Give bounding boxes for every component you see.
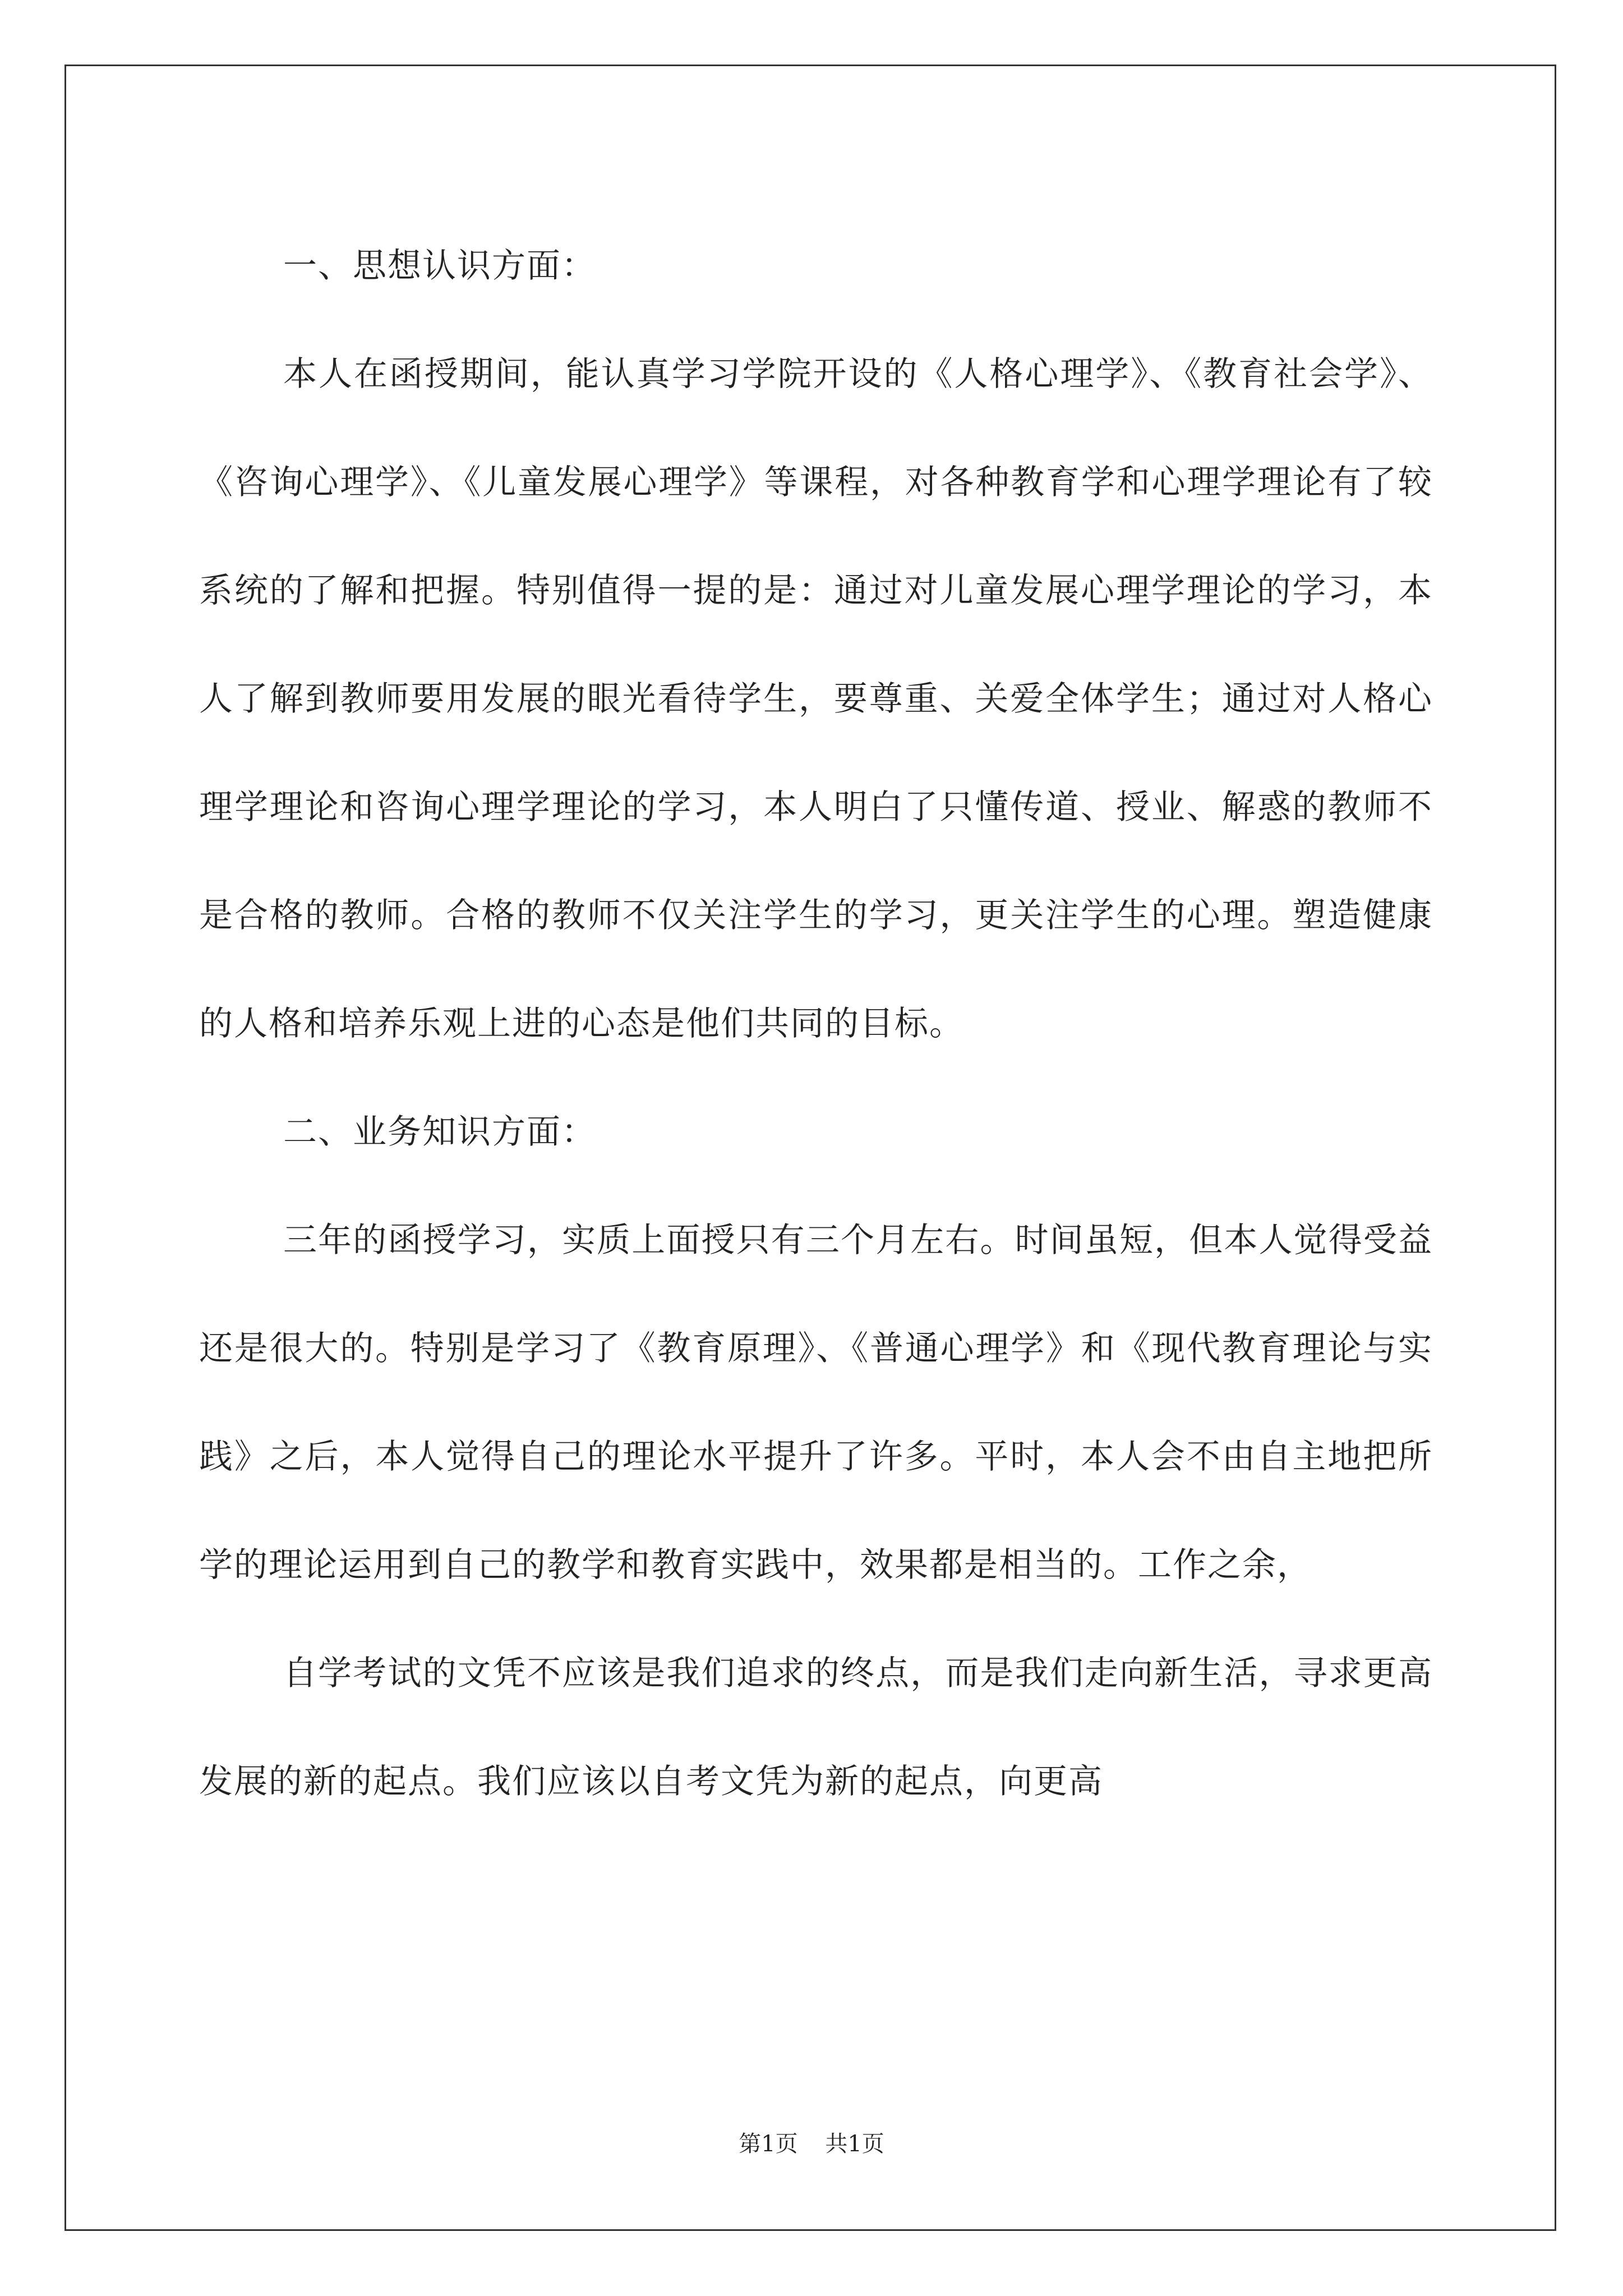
heading-ideological: 一、思想认识方面： — [283, 246, 596, 286]
paragraph-professional: 三年的函授学习，实质上面授只有三个月左右。时间虽短，但本人觉得受益还是很大的。特别是学习了《教育原理》、《普通心理学》和《现代教育理论与实践》之后，本人觉得自己的理论水平提升了许多。平时，本人会不由自主地把所学的理论运用到自己的教学和教育实践中，效果都是相当的。工作之余， — [199, 1221, 1433, 1585]
page-number-total: 共1页 — [825, 2131, 884, 2157]
heading-professional: 二、业务知识方面： — [283, 1112, 596, 1152]
paragraph-self-study: 自学考试的文凭不应该是我们追求的终点，而是我们走向新生活，寻求更高发展的新的起点。我们应该以自考文凭为新的起点，向更高 — [199, 1654, 1433, 1801]
document-body — [199, 212, 1433, 1836]
paragraph-ideological: 本人在函授期间，能认真学习学院开设的《人格心理学》、《教育社会学》、《咨询心理学》、《儿童发展心理学》等课程，对各种教育学和心理学理论有了较系统的了解和把握。特别值得一提的是：通过对儿童发展心理学理论的学习，本人了解到教师要用发展的眼光看待学生，要尊重、关爱全体学生；通过对人格心理学理论和咨询心理学理论的学习，本人明白了只懂传道、授业、解惑的教师不是合格的教师。合格的教师不仅关注学生的学习，更关注学生的心理。塑造健康的人格和培养乐观上进的心态是他们共同的目标。 — [199, 355, 1433, 1043]
page-number-current: 第1页 — [739, 2131, 798, 2157]
page-footer — [0, 2127, 1623, 2161]
